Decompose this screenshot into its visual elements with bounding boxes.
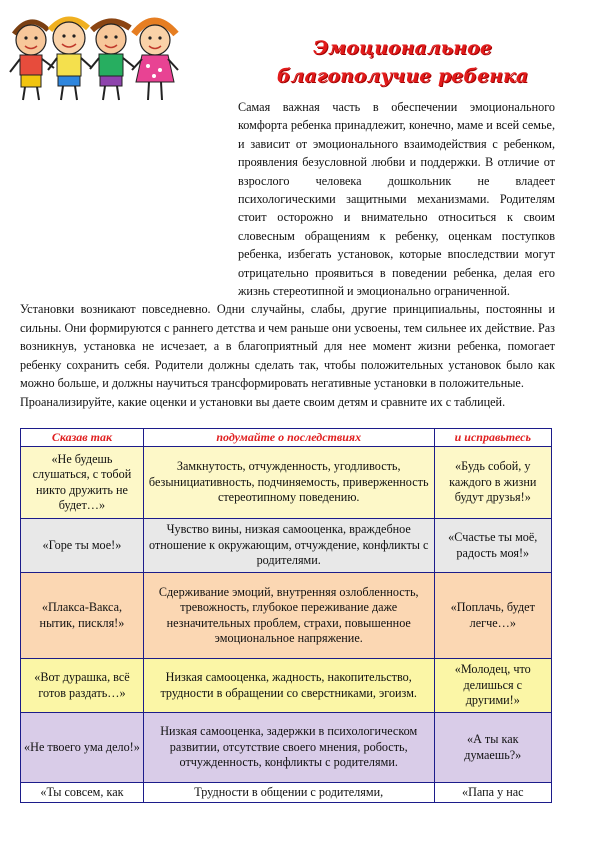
title-line-1: Эмоциональное bbox=[313, 37, 492, 59]
table-row bbox=[21, 783, 552, 803]
intro-paragraph-2: Установки возникают повседневно. Одни случайны, слабы, другие принципиальны, постоянны и сильны. Они формируются с раннего детства и чем раньше они усвоены, тем сильнее их действие. Раз возникнув, установка не исчезает, а в благоприятный для нее момент жизни ребенка, помогает ребенку сохранить себя. Родители должны сделать так, чтобы положительных установок было как можно больше, и должны научиться трансформировать негативные установки в положительные. bbox=[20, 302, 555, 391]
attitudes-table bbox=[20, 428, 552, 803]
column-header-fix: и исправьтесь bbox=[434, 429, 551, 447]
cell-fix: «Папа у нас bbox=[434, 783, 551, 803]
cell-fix: «Будь собой, у каждого в жизни будут друзья!» bbox=[434, 447, 551, 519]
column-header-consequences: подумайте о последствиях bbox=[143, 429, 434, 447]
cell-consequences: Сдерживание эмоций, внутренняя озлобленность, тревожность, глубокое переживание даже незначительных проблем, страхи, повышенное эмоциональное напряжение. bbox=[143, 573, 434, 659]
intro-text bbox=[20, 98, 555, 411]
cell-said: «Вот дурашка, всё готов раздать…» bbox=[21, 659, 144, 713]
kid-figure-1 bbox=[10, 22, 54, 100]
table-row bbox=[21, 447, 552, 519]
table-row bbox=[21, 519, 552, 573]
page-title bbox=[255, 34, 550, 90]
kid-figure-2 bbox=[48, 19, 92, 100]
cell-said: «Не будешь слушаться, с тобой никто дружить не будет…» bbox=[21, 447, 144, 519]
cell-fix: «Поплачь, будет легче…» bbox=[434, 573, 551, 659]
cell-consequences: Низкая самооценка, жадность, накопительство, трудности в обращении со сверстниками, эгоизм. bbox=[143, 659, 434, 713]
kid-figure-4 bbox=[132, 21, 178, 100]
kid-figure-3 bbox=[90, 21, 134, 100]
intro-paragraph-1: Самая важная часть в обеспечении эмоционального комфорта ребенка принадлежит, конечно, маме и всей семье, и зависит от эмоционального взаимодействия с ребенком, проявления безусловной любви и поддержки. В отличие от взрослого человека дошкольник не владеет психологическими защитными механизмами. Родителям стоит осторожно и внимательно относиться к своим словесным обращениям к ребенку, оценкам поступков ребенка, избегать установок, которые впоследствии могут отрицательно проявиться в поведении ребенка, делая его жизнь стереотипной и эмоционально ограниченной. bbox=[238, 100, 555, 299]
cell-said: «Плакса-Вакса, нытик, пискля!» bbox=[21, 573, 144, 659]
cell-said: «Горе ты мое!» bbox=[21, 519, 144, 573]
intro-paragraph-3: Проанализируйте, какие оценки и установки вы даете своим детям и сравните их с таблицей. bbox=[20, 394, 506, 409]
cell-consequences: Трудности в общении с родителями, bbox=[143, 783, 434, 803]
table-row bbox=[21, 573, 552, 659]
cell-consequences: Замкнутость, отчужденность, угодливость, безынициативность, подчиняемость, приверженность стереотипному поведению. bbox=[143, 447, 434, 519]
title-line-2: благополучие ребенка bbox=[276, 65, 529, 87]
cell-fix: «А ты как думаешь?» bbox=[434, 713, 551, 783]
cell-fix: «Молодец, что делишься с другими!» bbox=[434, 659, 551, 713]
children-illustration bbox=[8, 12, 233, 104]
cell-consequences: Чувство вины, низкая самооценка, враждебное отношение к окружающим, отчуждение, конфликты с родителями. bbox=[143, 519, 434, 573]
column-header-said: Сказав так bbox=[21, 429, 144, 447]
table-header-row bbox=[21, 429, 552, 447]
table-row bbox=[21, 659, 552, 713]
cell-consequences: Низкая самооценка, задержки в психологическом развитии, отсутствие своего мнения, робость, отчужденность, конфликты с родителями. bbox=[143, 713, 434, 783]
cell-said: «Ты совсем, как bbox=[21, 783, 144, 803]
cell-fix: «Счастье ты моё, радость моя!» bbox=[434, 519, 551, 573]
table-row bbox=[21, 713, 552, 783]
cell-said: «Не твоего ума дело!» bbox=[21, 713, 144, 783]
